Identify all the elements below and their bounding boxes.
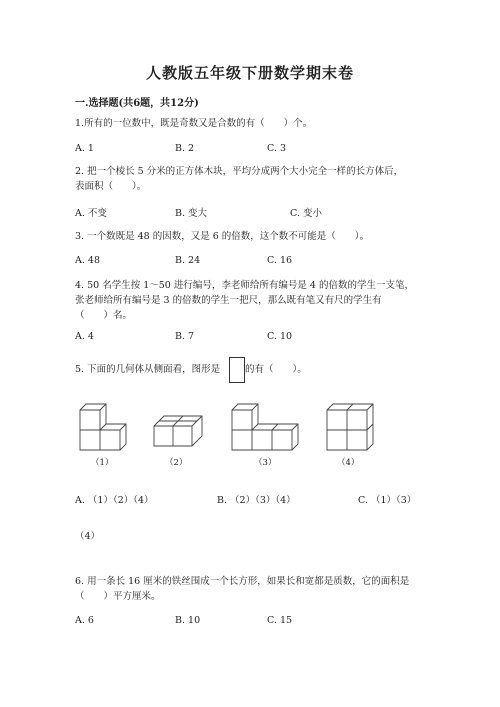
page-title: 人教版五年级下册数学期末卷 (145, 64, 354, 82)
q4-option-a[interactable]: A. 4 (75, 331, 94, 342)
question-6-line-1: 6. 用一条长 16 厘米的铁丝围成一个长方形，如果长和宽都是质数，它的面积是 (75, 576, 410, 587)
figure-1-cubes (78, 398, 130, 450)
q2-option-b[interactable]: B. 变大 (175, 208, 208, 219)
figure-4-cubes (325, 398, 375, 450)
q4-option-c[interactable]: C. 10 (267, 331, 293, 342)
q1-option-c[interactable]: C. 3 (267, 143, 287, 154)
q2-option-a[interactable]: A. 不变 (75, 208, 107, 219)
q6-option-a[interactable]: A. 6 (75, 615, 94, 626)
question-5-text-before: 5. 下面的几何体从侧面看，图形是 (75, 364, 221, 375)
q3-option-c[interactable]: C. 16 (267, 255, 293, 266)
q1-option-b[interactable]: B. 2 (175, 143, 195, 154)
figure-2-label: （2） (165, 458, 188, 468)
q4-option-b[interactable]: B. 7 (175, 331, 195, 342)
question-1-text: 1.所有的一位数中，既是奇数又是合数的有（ ）个。 (75, 118, 313, 129)
figure-4-label: （4） (337, 458, 360, 468)
q6-option-b[interactable]: B. 10 (175, 615, 201, 626)
q5-option-a[interactable]: A. （1）（2）（4） (75, 495, 154, 506)
question-2-line-2: 表面积（ ）。 (75, 181, 147, 192)
q5-option-b[interactable]: B. （2）（3）（4） (217, 495, 296, 506)
q3-option-a[interactable]: A. 48 (75, 255, 100, 266)
question-2-line-1: 2. 把一个棱长 5 分米的正方体木块，平均分成两个大小完全一样的长方体后， (75, 166, 404, 177)
question-6-line-2: （ ）平方厘米。 (75, 591, 161, 602)
figure-2-cubes (152, 410, 202, 450)
question-3-text: 3. 一个数既是 48 的因数，又是 6 的倍数，这个数不可能是（ ）。 (75, 231, 370, 242)
figure-1-label: （1） (91, 458, 114, 468)
q5-option-c[interactable]: C. （1）（3） (358, 495, 417, 506)
figure-3-label: （3） (254, 458, 277, 468)
question-4-line-3: （ ）名。 (75, 310, 133, 321)
vertical-rectangle-icon (229, 357, 245, 383)
q5-option-c-wrap: （4） (75, 531, 101, 542)
figure-3-cubes (230, 398, 300, 450)
question-4-line-2: 张老师给所有编号是 3 的倍数的学生一把尺，那么既有笔又有尺的学生有 (75, 295, 382, 306)
q6-option-c[interactable]: C. 15 (267, 615, 293, 626)
question-4-line-1: 4. 50 名学生按 1～50 进行编号，李老师给所有编号是 4 的倍数的学生一支笔， (75, 280, 414, 291)
q2-option-c[interactable]: C. 变小 (290, 208, 322, 219)
q1-option-a[interactable]: A. 1 (75, 143, 94, 154)
question-5-text-after: 的有（ ）。 (245, 364, 307, 375)
section-heading: 一.选择题(共6题，共12分) (75, 98, 199, 109)
q3-option-b[interactable]: B. 24 (175, 255, 201, 266)
